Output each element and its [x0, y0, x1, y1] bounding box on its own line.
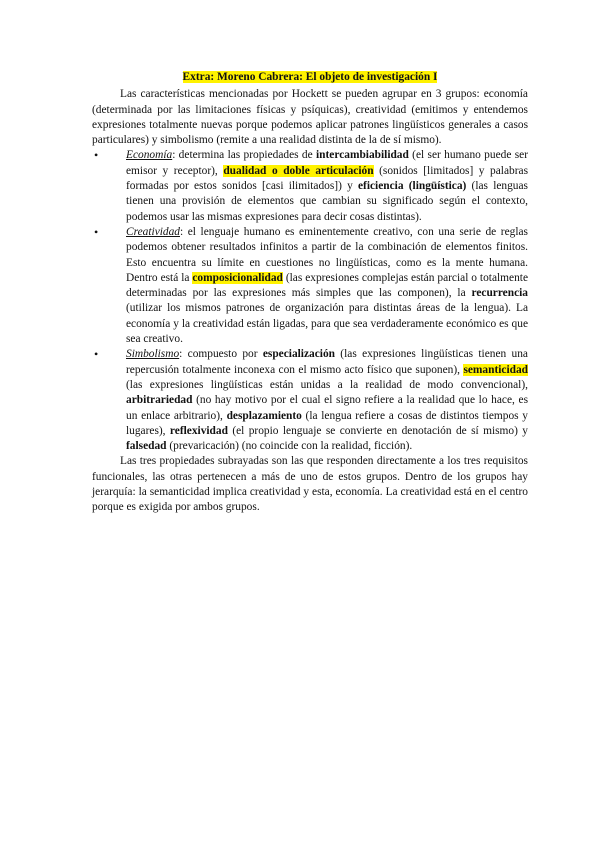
text-segment: (no hay motivo por el cual el signo refiere a la realidad que lo hace, es un enlace arbitrario),: [126, 394, 528, 422]
text-segment: : determina las propiedades de: [172, 149, 317, 162]
text-segment: (las lenguas tienen una provisión de elementos que cambian su significado según el contexto, podemos usar las mismas expresiones para decir cosas distintas).: [126, 180, 528, 223]
term-simbolismo: Simbolismo: [126, 348, 180, 361]
text-segment: (utilizar los mismos patrones de organización para distintas áreas de la lengua). La economía y la creatividad están ligadas, para que sea verdaderamente económico es que sea creativo.: [126, 302, 528, 346]
keyword-recurrencia: recurrencia: [471, 287, 528, 300]
groups-list: [92, 148, 528, 454]
page-title: [92, 70, 528, 85]
outro-paragraph: Las tres propiedades subrayadas son las que responden directamente a los tres requisitos funcionales, las otras pertenecen a más de uno de estos grupos. Dentro de los grupos hay jerarquía: la semanticidad implica creatividad y esta, economía. La creatividad está en el centro porque es exigida por ambos grupos.: [92, 455, 528, 514]
text-segment: (prevaricación) (no coincide con la realidad, ficción).: [166, 440, 413, 453]
text-segment: (la lengua refiere a cosas de distintos tiempos y lugares),: [126, 409, 528, 437]
keyword-arbitrariedad: arbitrariedad: [126, 394, 193, 407]
title-highlight: Extra: Moreno Cabrera: El objeto de investigación I: [182, 71, 438, 83]
list-item-economia: [92, 148, 528, 224]
keyword-especializacion: especialización: [262, 348, 335, 361]
text-segment: (el propio lenguaje se convierte en denotación de sí mismo) y: [227, 424, 528, 437]
keyword-falsedad: falsedad: [126, 440, 167, 453]
text-segment: (las expresiones lingüísticas están unidas a la realidad de modo convencional),: [126, 378, 528, 391]
list-item-creatividad: [92, 225, 528, 347]
list-item-simbolismo: [92, 347, 528, 454]
intro-paragraph: Las características mencionadas por Hockett se pueden agrupar en 3 grupos: economía (determinada por las limitaciones físicas y psíquicas), creatividad (emitimos y entendemos expresiones totalmente nuevas porque podemos aplicar patrones lingüísticos generales a casos particulares) y simbolismo (remite a una realidad distinta de la de sí mismo).: [92, 88, 528, 147]
text-segment: : compuesto por: [179, 348, 263, 361]
term-economia: Economía: [126, 149, 173, 162]
text-segment: (sonidos [limitados] y palabras formadas por estos sonidos [casi ilimitados]) y: [126, 164, 529, 193]
document-page: [92, 70, 528, 516]
keyword-composicionalidad: composicionalidad: [192, 271, 283, 284]
keyword-intercambiabilidad: intercambiabilidad: [316, 149, 409, 162]
keyword-reflexividad: reflexividad: [169, 424, 228, 437]
text-segment: (el ser humano puede ser emisor y receptor),: [126, 149, 528, 177]
keyword-semanticidad: semanticidad: [463, 363, 528, 376]
keyword-eficiencia: eficiencia (lingüística): [357, 180, 467, 193]
text-segment: (las expresiones lingüísticas tienen una repercusión totalmente inconexa con el mismo acto físico que suponen),: [126, 348, 528, 376]
text-segment: (las expresiones complejas están parcial o totalmente determinadas por las expresiones más simples que las componen), la: [126, 271, 528, 300]
term-creatividad: Creatividad: [126, 225, 180, 238]
keyword-dualidad: dualidad o doble articulación: [223, 164, 374, 177]
keyword-desplazamiento: desplazamiento: [226, 409, 302, 422]
text-segment: : el lenguaje humano es eminentemente creativo, con una serie de reglas podemos obtener resultados infinitos a partir de la combinación de elementos finitos. Esto encuentra su límite en cuestiones no lingüísticas, como es la mente humana. Dentro está la: [126, 225, 528, 284]
